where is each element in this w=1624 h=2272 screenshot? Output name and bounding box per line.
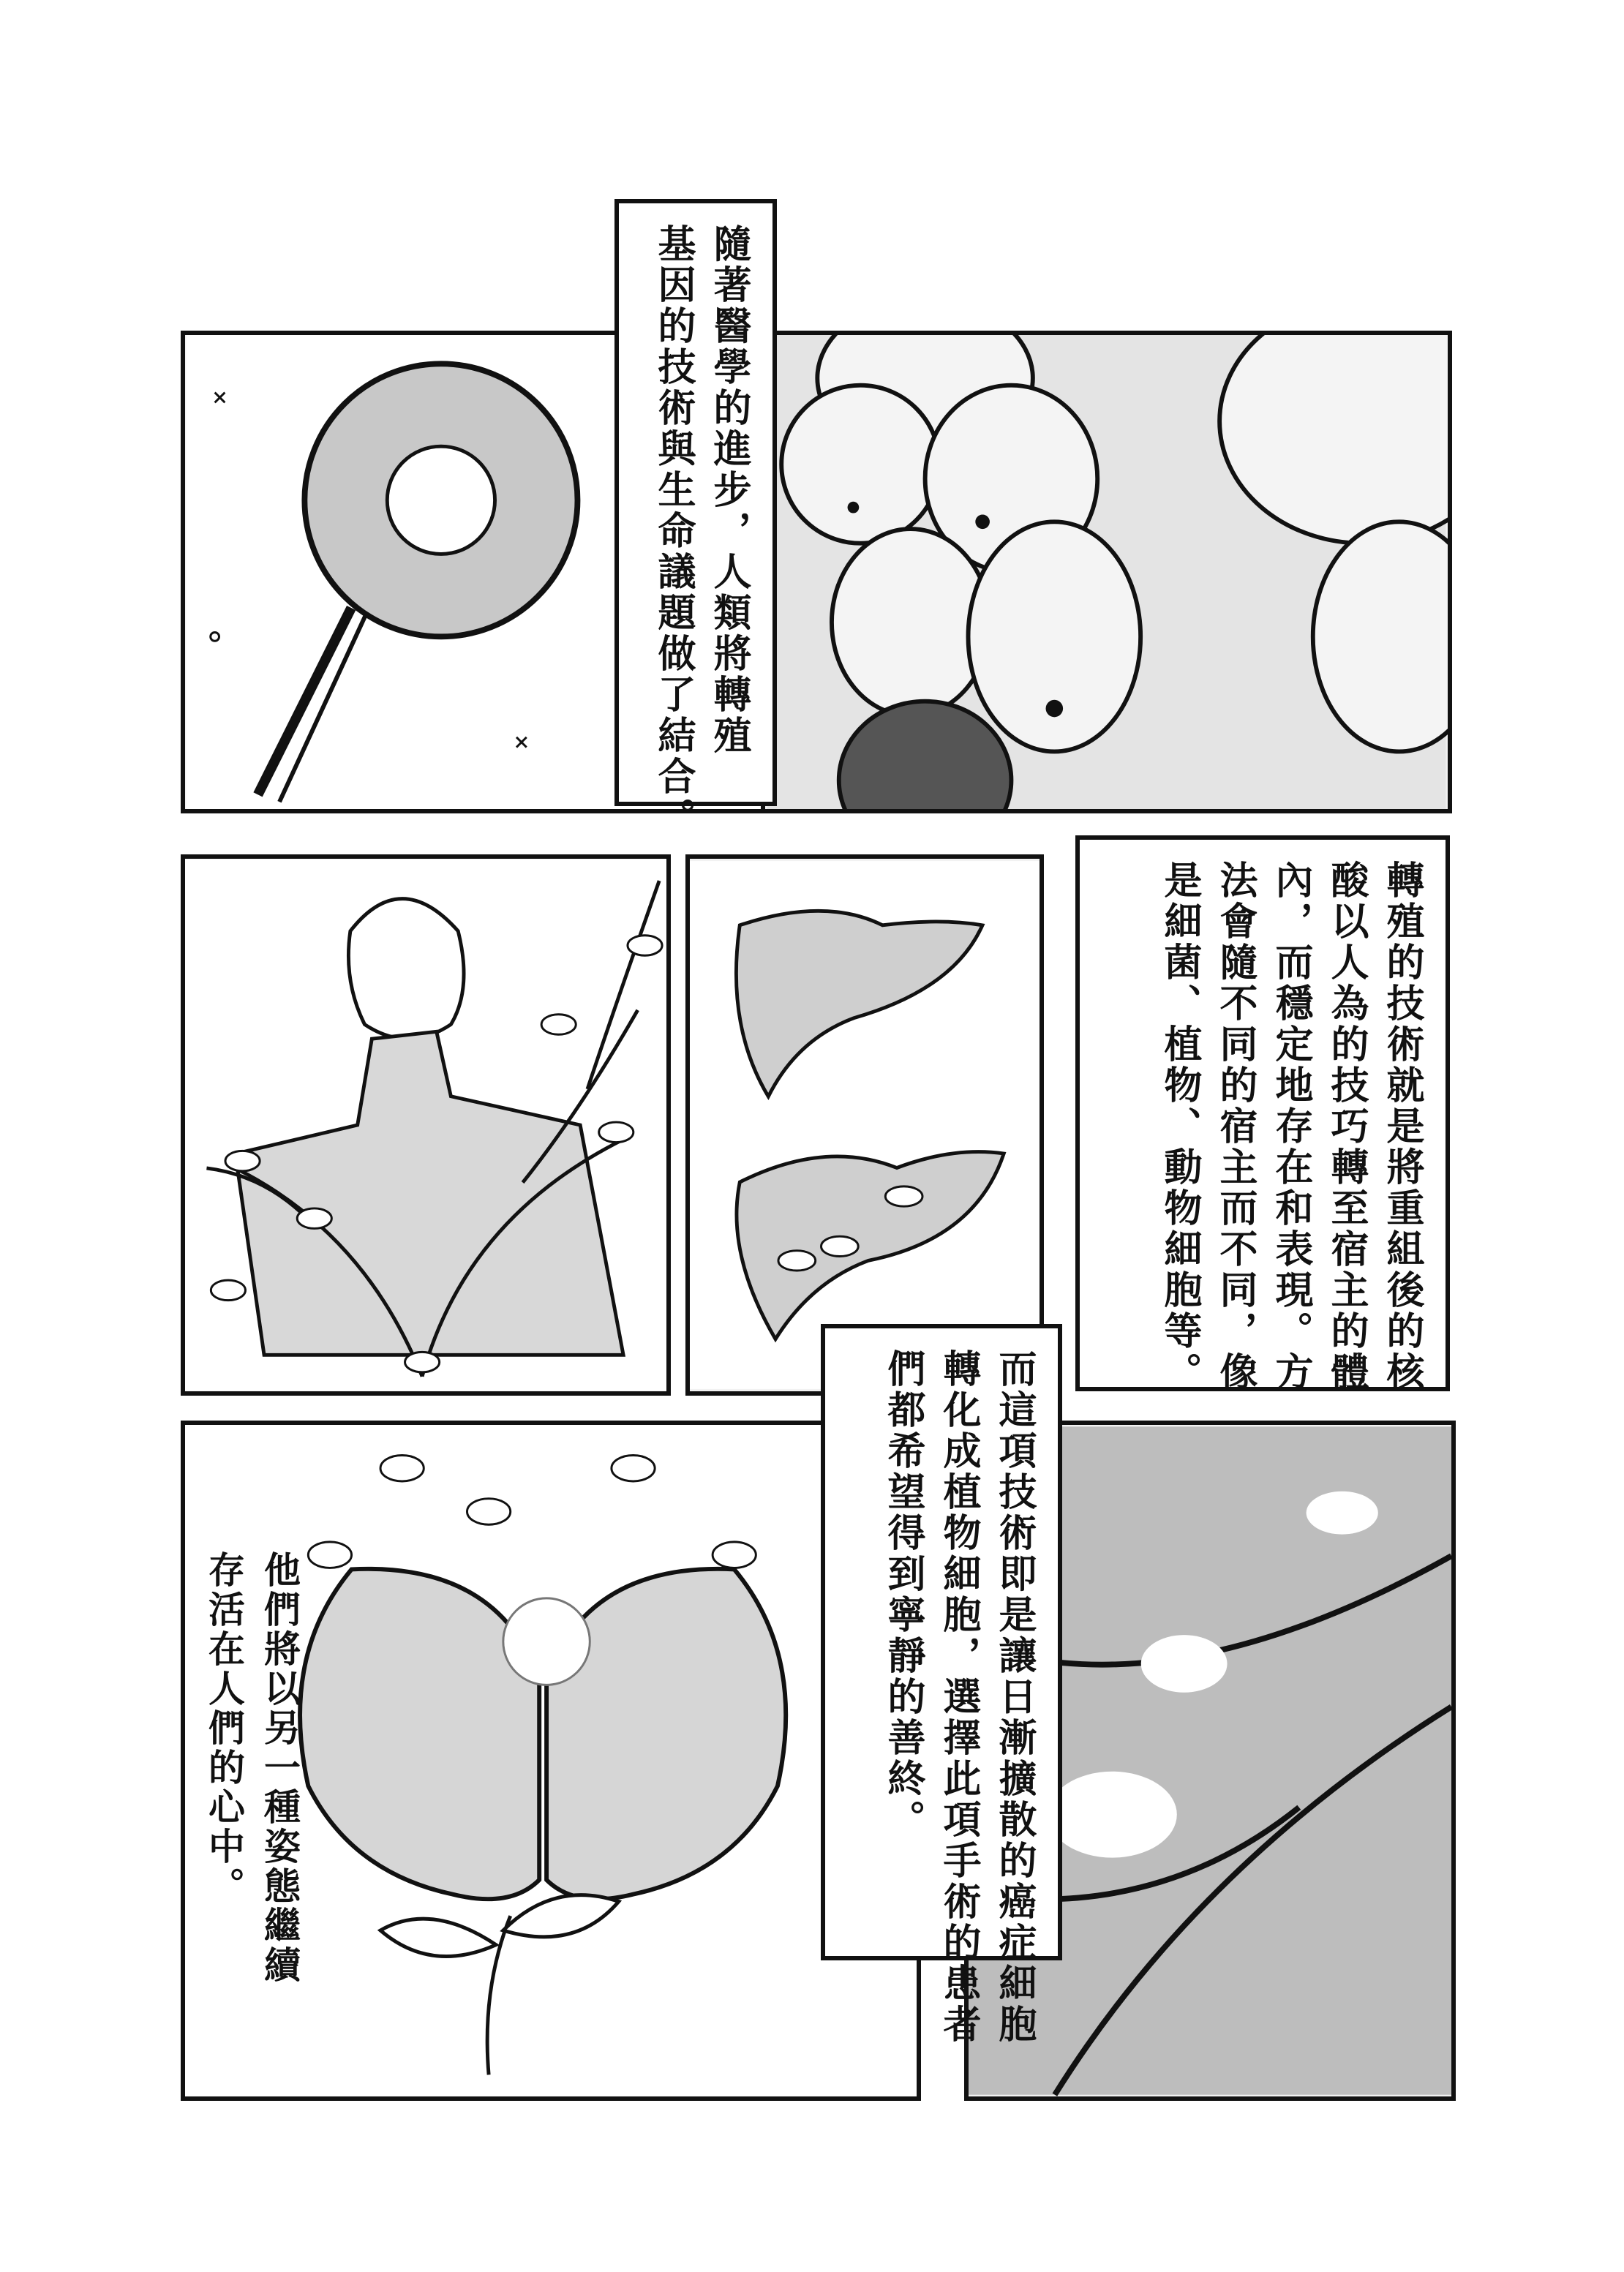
panel-person-tree bbox=[181, 854, 671, 1396]
caption-intro bbox=[614, 199, 777, 838]
caption-cancer-line: 而這項技術即是讓日漸擴散的癌症細胞 bbox=[992, 1349, 1036, 2045]
livers-illustration bbox=[690, 859, 1040, 1391]
caption-cancer-line: 們都希望得到寧靜的善終。 bbox=[881, 1349, 925, 1840]
caption-cancer bbox=[821, 1324, 1062, 2045]
glowing-cell-icon bbox=[503, 1598, 590, 1685]
ending-text-line: 存活在人們的心中。 bbox=[203, 1551, 245, 1906]
person-tree-illustration bbox=[185, 859, 666, 1391]
panel-cells bbox=[761, 331, 1452, 813]
ending-text-line: 他們將以另一種姿態繼續 bbox=[258, 1551, 301, 1985]
panel-livers bbox=[685, 854, 1044, 1396]
caption-intro-line: 隨著醫學的進步，人類將轉殖 bbox=[707, 224, 751, 756]
cells-illustration bbox=[765, 335, 1448, 809]
caption-transgenic-line: 內，而穩定地存在和表現。方 bbox=[1268, 860, 1312, 1393]
caption-transgenic-line: 法會隨不同的宿主而不同，像 bbox=[1213, 860, 1257, 1393]
ending-text bbox=[198, 1551, 307, 1985]
caption-transgenic-line: 轉殖的技術就是將重組後的核 bbox=[1380, 860, 1424, 1393]
caption-transgenic bbox=[1075, 835, 1450, 1391]
caption-intro-line: 基因的技術與生命議題做了結合。 bbox=[651, 224, 695, 838]
caption-cancer-line: 轉化成植物細胞，選擇此項手術的患者 bbox=[936, 1349, 980, 2045]
caption-transgenic-line: 是細菌、植物、動物細胞等。 bbox=[1157, 860, 1201, 1393]
caption-transgenic-line: 酸以人為的技巧轉至宿主的體 bbox=[1324, 860, 1368, 1393]
